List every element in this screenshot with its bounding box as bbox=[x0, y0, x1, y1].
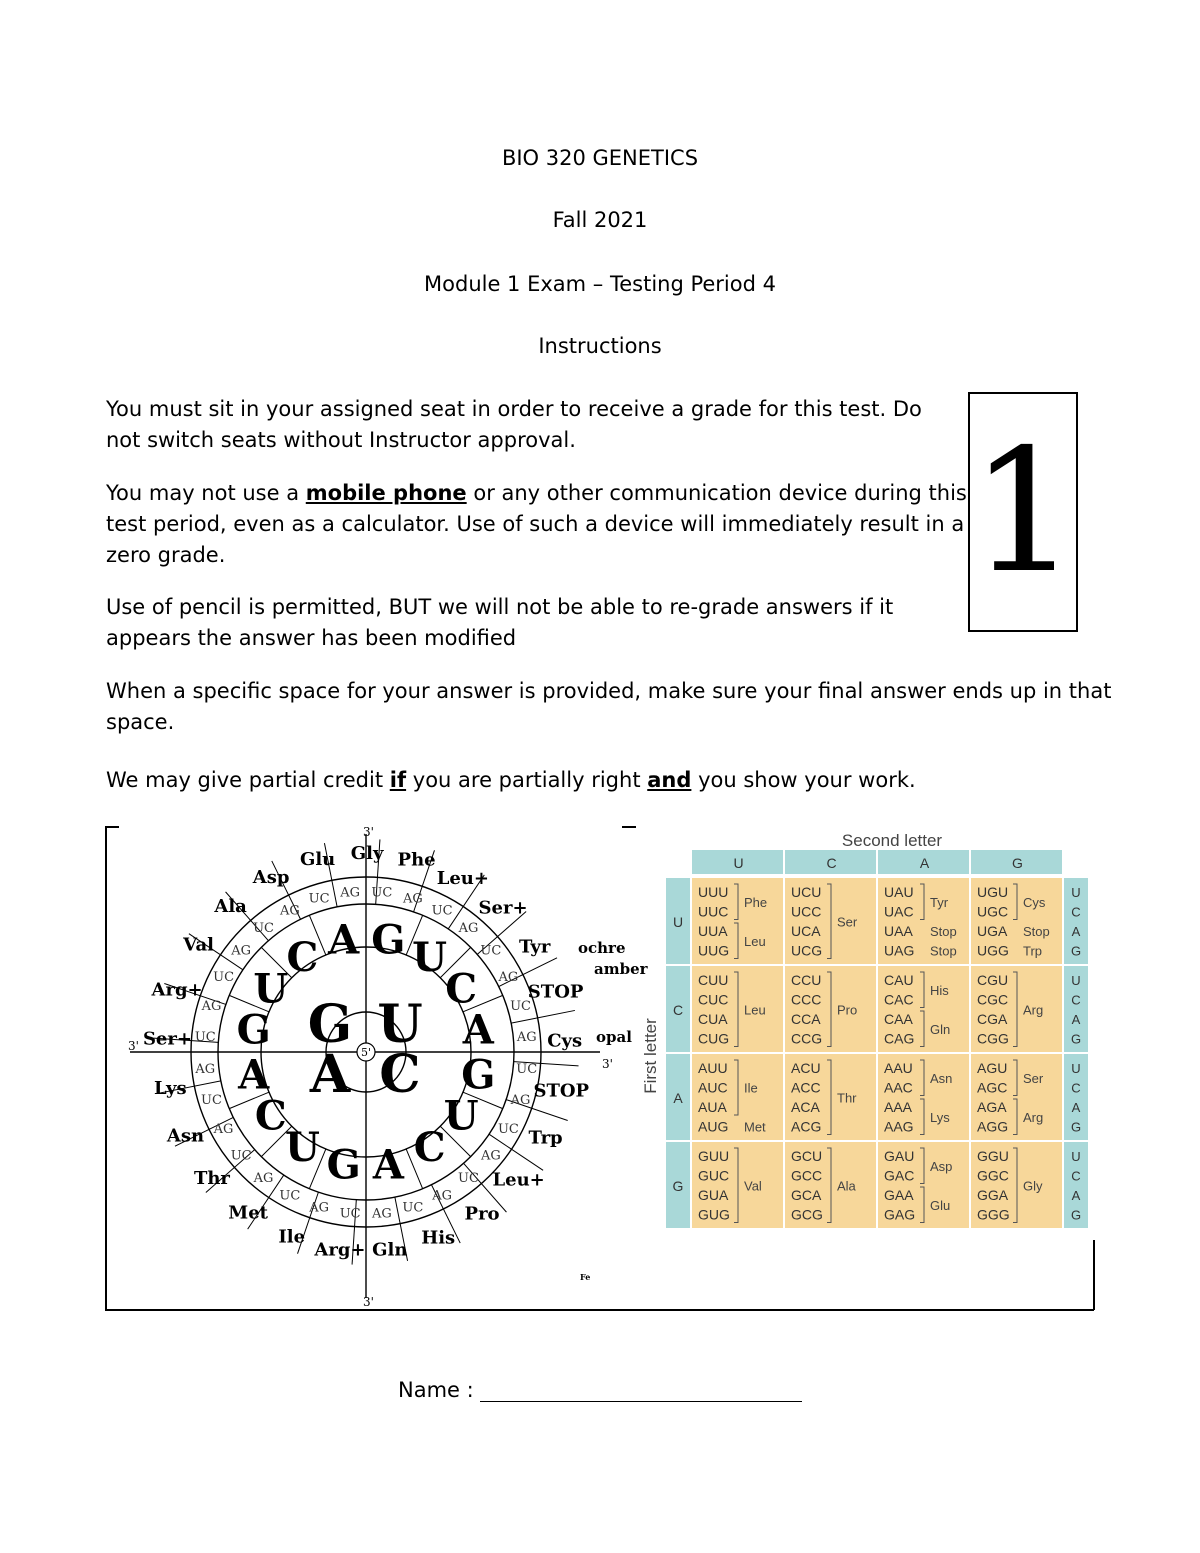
wheel-third-letters: UC bbox=[431, 903, 453, 919]
wheel-third-letters: AG bbox=[458, 921, 479, 937]
codon: UCG bbox=[791, 942, 823, 959]
first-letter-label: First letter bbox=[641, 1018, 660, 1094]
third-letter: C bbox=[1071, 992, 1081, 1008]
row-header-letter: A bbox=[673, 1090, 683, 1106]
codon: UGU bbox=[977, 884, 1009, 900]
wheel-third-letters: UC bbox=[497, 1122, 519, 1138]
column-header-letter: C bbox=[826, 855, 837, 871]
amino-acid-label: STOP bbox=[527, 981, 584, 1003]
codon: GAC bbox=[884, 1167, 915, 1184]
codon: AUA bbox=[698, 1099, 727, 1115]
codon: UUU bbox=[698, 884, 729, 900]
wheel-third-letters: UC bbox=[308, 891, 330, 907]
name-blank[interactable] bbox=[480, 1379, 802, 1402]
exam-title: Module 1 Exam – Testing Period 4 bbox=[424, 272, 776, 296]
amino-acid: His bbox=[930, 982, 949, 998]
instruction-text: We may give partial credit bbox=[106, 768, 390, 792]
codon: AGG bbox=[977, 1118, 1009, 1135]
amino-acid-label: Ser+ bbox=[142, 1028, 192, 1050]
codon: CAA bbox=[884, 1011, 913, 1027]
wheel-third-letters: AG bbox=[309, 1200, 330, 1216]
amino-acid: Asn bbox=[930, 1070, 953, 1086]
wheel-second-letter: C bbox=[413, 1124, 446, 1172]
amino-acid: Phe bbox=[744, 894, 768, 910]
codon: GUC bbox=[698, 1167, 730, 1184]
amino-acid-label: Asn bbox=[166, 1125, 205, 1147]
instruction-pencil bbox=[106, 592, 893, 654]
third-letter: U bbox=[1071, 973, 1081, 988]
third-letter: G bbox=[1070, 1031, 1082, 1047]
version-number-box bbox=[968, 392, 1078, 632]
codon: AUC bbox=[698, 1079, 728, 1096]
wheel-third-letters: UC bbox=[371, 885, 393, 901]
third-letter: A bbox=[1071, 1188, 1081, 1203]
wheel-second-letter: G bbox=[461, 1051, 496, 1099]
codon: AUU bbox=[698, 1060, 728, 1076]
wheel-third-letters: AG bbox=[231, 943, 252, 959]
instruction-seat bbox=[106, 394, 922, 456]
amino-acid-label: Phe bbox=[397, 849, 436, 871]
amino-acid: Gln bbox=[930, 1021, 951, 1037]
wheel-third-letters: UC bbox=[230, 1148, 252, 1164]
amino-acid-label: Leu+ bbox=[492, 1169, 545, 1191]
codon: GUG bbox=[698, 1206, 730, 1223]
codon: CGU bbox=[977, 972, 1009, 988]
row-header-letter: U bbox=[672, 914, 684, 930]
amino-acid: Stop bbox=[930, 943, 957, 959]
codon: UAG bbox=[884, 942, 915, 959]
amino-acid: Arg bbox=[1023, 1002, 1044, 1018]
wheel-third-letters: AG bbox=[253, 1170, 274, 1186]
amino-acid: Stop bbox=[1023, 924, 1050, 939]
wheel-third-letters: AG bbox=[516, 1030, 537, 1046]
amino-acid: Trp bbox=[1023, 943, 1043, 959]
codon: GCU bbox=[791, 1148, 823, 1164]
codon: AGC bbox=[977, 1079, 1008, 1096]
codon: AGA bbox=[977, 1099, 1007, 1115]
wheel-second-letter: U bbox=[412, 933, 448, 981]
codon: UUA bbox=[698, 923, 728, 939]
codon: UGG bbox=[977, 942, 1009, 959]
wheel-third-letters: UC bbox=[213, 969, 235, 985]
instruction-line bbox=[106, 478, 967, 509]
frame-left bbox=[105, 826, 107, 1310]
amino-acid-label: Asp bbox=[252, 867, 290, 889]
wheel-third-letters: UC bbox=[480, 943, 502, 959]
codon: CAG bbox=[884, 1030, 915, 1047]
amino-acid: Ile bbox=[744, 1080, 758, 1096]
wheel-second-letter: G bbox=[236, 1006, 271, 1054]
instruction-line: not switch seats without Instructor approval. bbox=[106, 428, 576, 452]
codon: UCA bbox=[791, 923, 821, 939]
amino-acid: Met bbox=[744, 1119, 766, 1135]
wheel-third-letters: AG bbox=[213, 1122, 234, 1138]
codon: AAU bbox=[884, 1060, 913, 1076]
codon: AGU bbox=[977, 1060, 1008, 1076]
codon: CCA bbox=[791, 1011, 821, 1027]
third-letter: G bbox=[1070, 1119, 1082, 1135]
frame-right bbox=[1093, 1240, 1095, 1310]
wheel-third-letters: UC bbox=[279, 1188, 301, 1204]
codon: AAG bbox=[884, 1118, 914, 1135]
codon: GCG bbox=[791, 1206, 823, 1223]
codon: CGC bbox=[977, 991, 1009, 1008]
wheel-third-letters: AG bbox=[510, 1092, 531, 1108]
codon: GUU bbox=[698, 1148, 730, 1164]
codon: CUU bbox=[698, 972, 729, 988]
column-header-letter: U bbox=[733, 855, 744, 871]
column-header-letter: A bbox=[919, 855, 930, 871]
wheel-second-letter: C bbox=[445, 965, 478, 1013]
wheel-second-letter: G bbox=[326, 1141, 361, 1189]
row-header-letter: G bbox=[672, 1178, 684, 1194]
wheel-third-letters: AG bbox=[195, 1061, 216, 1077]
amino-acid-label: Cys bbox=[547, 1030, 583, 1052]
amino-acid-label: Ser+ bbox=[478, 897, 528, 919]
wheel-third-letters: AG bbox=[432, 1188, 453, 1204]
codon: CCC bbox=[791, 991, 822, 1008]
codon: CAU bbox=[884, 972, 914, 988]
amino-acid-label: Leu+ bbox=[436, 868, 489, 890]
third-letter: C bbox=[1071, 1080, 1081, 1096]
instruction-line: zero grade. bbox=[106, 543, 226, 567]
wheel-third-letters: AG bbox=[402, 891, 423, 907]
amino-acid: Lys bbox=[930, 1109, 950, 1125]
instruction-partial-credit bbox=[106, 765, 916, 796]
wheel-third-letters: AG bbox=[371, 1206, 392, 1222]
wheel-note: amber bbox=[594, 960, 648, 978]
amino-acid: Ser bbox=[1023, 1070, 1044, 1086]
wheel-first-letter: G bbox=[307, 994, 353, 1055]
codon: AAA bbox=[884, 1099, 913, 1115]
codon: CUA bbox=[698, 1011, 728, 1027]
wheel-third-letters: UC bbox=[201, 1092, 222, 1108]
codon: ACU bbox=[791, 1060, 821, 1076]
codon: GAU bbox=[884, 1148, 915, 1164]
third-letter: C bbox=[1071, 904, 1081, 920]
wheel-third-letters: UC bbox=[194, 1030, 216, 1046]
wheel-third-letters: AG bbox=[480, 1148, 501, 1164]
emphasis-and: and bbox=[647, 768, 692, 792]
codon: UCU bbox=[791, 884, 822, 900]
amino-acid-label: Pro bbox=[464, 1203, 500, 1225]
axis-3prime-label: 3' bbox=[128, 1039, 139, 1053]
third-letter: U bbox=[1071, 885, 1081, 900]
wheel-third-letters: AG bbox=[340, 885, 361, 901]
frame-bottom bbox=[105, 1309, 1094, 1311]
term: Fall 2021 bbox=[552, 208, 648, 232]
course-title: BIO 320 GENETICS bbox=[501, 146, 699, 170]
amino-acid-label: Arg+ bbox=[151, 979, 203, 1001]
amino-acid: Thr bbox=[837, 1090, 857, 1106]
codon: GGC bbox=[977, 1167, 1009, 1184]
column-header-letter: G bbox=[1012, 855, 1023, 871]
codon: GGU bbox=[977, 1148, 1009, 1164]
instructions-heading: Instructions bbox=[538, 334, 662, 358]
codon: CUG bbox=[698, 1030, 730, 1047]
amino-acid-label: Trp bbox=[528, 1127, 563, 1149]
wheel-third-letters: UC bbox=[402, 1200, 424, 1216]
third-letter: G bbox=[1070, 943, 1082, 959]
wheel-note: Fe bbox=[580, 1272, 591, 1282]
amino-acid: Leu bbox=[744, 933, 766, 949]
wheel-third-letters: AG bbox=[201, 999, 222, 1015]
instruction-text: you are partially right bbox=[406, 768, 648, 792]
third-letter: U bbox=[1071, 1149, 1081, 1164]
wheel-note: ochre bbox=[578, 939, 626, 957]
amino-acid-label: Thr bbox=[193, 1167, 230, 1189]
codon-wheel bbox=[110, 825, 648, 1309]
instruction-line: test period, even as a calculator. Use of such a device will immediately result in a bbox=[106, 512, 965, 536]
codon: GCC bbox=[791, 1167, 823, 1184]
wheel-second-letter: A bbox=[462, 1006, 494, 1054]
amino-acid-label: Ala bbox=[214, 896, 247, 918]
amino-acid-label: Glu bbox=[299, 848, 336, 870]
axis-3prime-label: 3' bbox=[602, 1057, 613, 1071]
amino-acid: Stop bbox=[930, 924, 957, 939]
third-letter: A bbox=[1071, 1100, 1081, 1115]
instruction-line: When a specific space for your answer is provided, make sure your final answer ends up in that bbox=[106, 679, 1112, 703]
wheel-third-letters: UC bbox=[516, 1061, 538, 1077]
axis-3prime-label: 3' bbox=[363, 825, 374, 839]
amino-acid-label: Lys bbox=[154, 1078, 187, 1100]
codon: UAC bbox=[884, 903, 914, 920]
codon: GAG bbox=[884, 1206, 916, 1223]
wheel-second-letter: U bbox=[284, 1124, 320, 1172]
codon: ACG bbox=[791, 1118, 822, 1135]
amino-acid: Val bbox=[744, 1178, 762, 1194]
codon: ACA bbox=[791, 1099, 820, 1115]
row-header-letter: C bbox=[672, 1002, 684, 1018]
third-letter: U bbox=[1071, 1061, 1081, 1076]
amino-acid-label: Gly bbox=[350, 843, 384, 865]
codon: CUC bbox=[698, 991, 729, 1008]
amino-acid: Cys bbox=[1023, 894, 1046, 910]
codon: UGA bbox=[977, 923, 1008, 939]
amino-acid: Gly bbox=[1023, 1178, 1043, 1194]
codon: CAC bbox=[884, 991, 914, 1008]
instruction-line: appears the answer has been modified bbox=[106, 626, 517, 650]
codon: CGA bbox=[977, 1011, 1008, 1027]
codon: UAA bbox=[884, 923, 913, 939]
codon: UUC bbox=[698, 903, 729, 920]
amino-acid-label: Ile bbox=[278, 1226, 306, 1248]
wheel-second-letter: C bbox=[286, 933, 319, 981]
axis-3prime-label: 3' bbox=[363, 1295, 374, 1309]
emphasis-if: if bbox=[389, 768, 407, 792]
amino-acid: Pro bbox=[837, 1002, 858, 1018]
instruction-line: You must sit in your assigned seat in order to receive a grade for this test. Do bbox=[106, 397, 922, 421]
codon: UGC bbox=[977, 903, 1009, 920]
version-number: 1 bbox=[970, 413, 1079, 611]
amino-acid-label: Met bbox=[228, 1202, 268, 1224]
codon: UAU bbox=[884, 884, 914, 900]
amino-acid-label: Arg+ bbox=[314, 1239, 366, 1261]
codon: CCG bbox=[791, 1030, 823, 1047]
name-field[interactable] bbox=[398, 1378, 802, 1402]
third-letter: G bbox=[1070, 1207, 1082, 1223]
codon: CCU bbox=[791, 972, 822, 988]
third-letter: A bbox=[1071, 1012, 1081, 1027]
wheel-second-letter: U bbox=[443, 1092, 479, 1140]
amino-acid: Ser bbox=[837, 914, 858, 930]
amino-acid: Arg bbox=[1023, 1109, 1044, 1125]
wheel-third-letters: UC bbox=[458, 1170, 479, 1186]
wheel-first-letter: A bbox=[309, 1044, 351, 1105]
wheel-second-letter: A bbox=[238, 1051, 270, 1099]
codon: UCC bbox=[791, 903, 822, 920]
emphasis-mobile-phone: mobile phone bbox=[305, 481, 467, 505]
second-letter-title: Second letter bbox=[841, 831, 943, 850]
codon: GGA bbox=[977, 1187, 1009, 1203]
wheel-third-letters: AG bbox=[279, 903, 300, 919]
amino-acid: Ala bbox=[837, 1178, 856, 1194]
amino-acid-label: STOP bbox=[533, 1080, 590, 1102]
instruction-text: you show your work. bbox=[691, 768, 916, 792]
instruction-text: You may not use a bbox=[106, 481, 306, 505]
codon: GGG bbox=[977, 1206, 1010, 1223]
amino-acid-label: Val bbox=[183, 934, 214, 956]
codon: ACC bbox=[791, 1079, 821, 1096]
wheel-third-letters: AG bbox=[498, 969, 519, 985]
amino-acid-label: Gln bbox=[372, 1239, 408, 1261]
wheel-center-label: 5' bbox=[360, 1046, 372, 1059]
codon: CGG bbox=[977, 1030, 1009, 1047]
instruction-line: Use of pencil is permitted, BUT we will not be able to re-grade answers if it bbox=[106, 595, 894, 619]
instruction-text: or any other communication device during this bbox=[466, 481, 967, 505]
wheel-second-letter: C bbox=[254, 1092, 287, 1140]
wheel-second-letter: A bbox=[328, 916, 360, 964]
instruction-phone bbox=[106, 478, 967, 571]
wheel-second-letter: G bbox=[371, 916, 406, 964]
codon: AUG bbox=[698, 1118, 729, 1135]
wheel-note: opal bbox=[596, 1028, 632, 1046]
wheel-third-letters: UC bbox=[253, 921, 274, 937]
name-label: Name : bbox=[398, 1378, 474, 1402]
third-letter: C bbox=[1071, 1168, 1081, 1184]
codon: UUG bbox=[698, 942, 730, 959]
amino-acid: Glu bbox=[930, 1197, 951, 1213]
codon: GCA bbox=[791, 1187, 822, 1203]
wheel-first-letter: U bbox=[377, 994, 423, 1055]
codon: AAC bbox=[884, 1079, 913, 1096]
third-letter: A bbox=[1071, 924, 1081, 939]
instruction-answer-space bbox=[106, 676, 1111, 738]
codon-table bbox=[636, 826, 1082, 1236]
amino-acid: Asp bbox=[930, 1158, 953, 1174]
amino-acid: Leu bbox=[744, 1002, 766, 1018]
codon: GUA bbox=[698, 1187, 729, 1203]
amino-acid-label: His bbox=[421, 1227, 456, 1249]
instruction-line: space. bbox=[106, 710, 175, 734]
wheel-first-letter: C bbox=[379, 1044, 421, 1105]
wheel-second-letter: U bbox=[253, 965, 289, 1013]
wheel-third-letters: UC bbox=[339, 1206, 361, 1222]
wheel-third-letters: UC bbox=[510, 999, 531, 1015]
amino-acid: Tyr bbox=[930, 894, 949, 910]
amino-acid-label: Tyr bbox=[518, 936, 551, 958]
codon: GAA bbox=[884, 1187, 914, 1203]
wheel-second-letter: A bbox=[372, 1141, 404, 1189]
